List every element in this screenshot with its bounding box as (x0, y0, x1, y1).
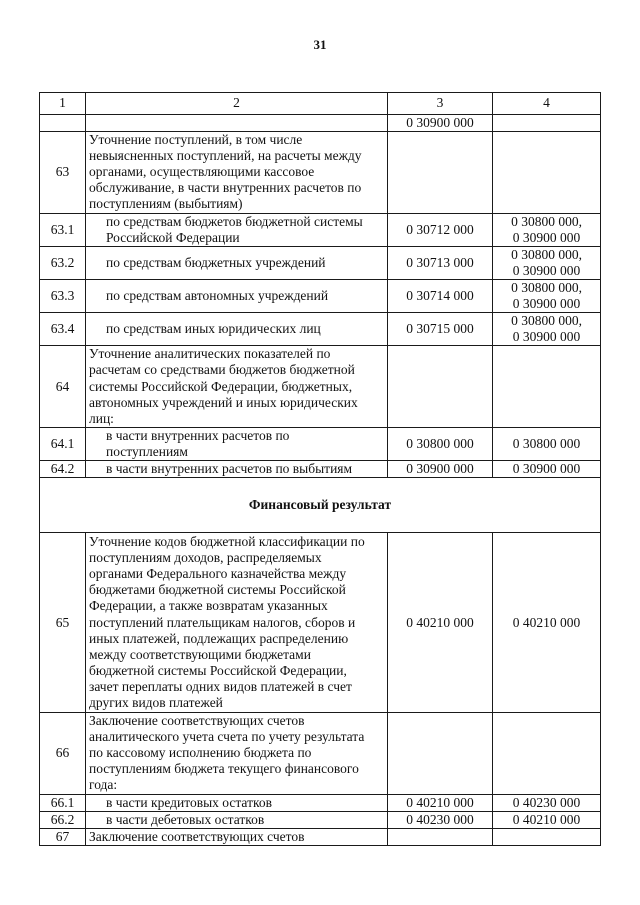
account-code-col3 (388, 246, 493, 279)
account-code: 0 30900 000 (406, 460, 474, 476)
row-description (86, 460, 388, 477)
account-code-col4 (493, 794, 601, 811)
description-line: аналитического учета счета по учету результата (89, 729, 365, 745)
table-row (40, 460, 601, 477)
account-code: 0 30800 000, (511, 279, 582, 295)
table-row (40, 794, 601, 811)
table-row (40, 713, 601, 794)
description-line: органами, осуществляющими кассовое (89, 164, 315, 180)
row-description (86, 794, 388, 811)
description-line: в части внутренних расчетов по выбытиям (106, 460, 353, 476)
account-code-col4 (493, 279, 601, 312)
account-code: 0 40210 000 (406, 614, 474, 630)
row-number: 66.2 (40, 811, 86, 828)
account-code: 0 40210 000 (406, 794, 474, 810)
row-description (86, 713, 388, 794)
account-code: 0 30713 000 (406, 254, 474, 270)
account-code: 0 30714 000 (406, 287, 474, 303)
account-code: 0 30715 000 (406, 321, 474, 337)
row-description (86, 533, 388, 713)
account-code-col4 (493, 115, 601, 132)
description-line: иных платежей, подлежащих распределению (89, 630, 349, 646)
table-row (40, 213, 601, 246)
description-line: в части кредитовых остатков (106, 794, 272, 810)
account-code: 0 30800 000, (511, 213, 582, 229)
table-row (40, 115, 601, 132)
description-line: Заключение соответствующих счетов (89, 828, 305, 844)
header-col-2: 2 (86, 93, 388, 115)
description-line: расчетам со средствами бюджетов бюджетной (89, 362, 355, 378)
row-description (86, 279, 388, 312)
account-code-col4 (493, 460, 601, 477)
description-line: по средствам иных юридических лиц (106, 321, 321, 337)
table-row (40, 279, 601, 312)
account-code-col3 (388, 213, 493, 246)
description-line: по средствам бюджетных учреждений (106, 254, 326, 270)
row-description (86, 246, 388, 279)
description-line: Заключение соответствующих счетов (89, 713, 305, 729)
description-line: поступлений плательщикам налогов, сборов и (89, 614, 356, 630)
account-code: 0 30800 000 (512, 435, 581, 451)
description-line: зачет переплаты одних видов платежей в счет (89, 678, 352, 694)
account-code-col3 (388, 132, 493, 213)
row-number: 64 (40, 346, 86, 427)
table-header-row (40, 93, 601, 115)
accounts-table (39, 92, 601, 846)
description-line: Уточнение кодов бюджетной классификации по (89, 534, 365, 550)
account-code: 0 30712 000 (406, 221, 474, 237)
account-code-col4 (493, 533, 601, 713)
account-code: 0 40210 000 (512, 614, 581, 630)
account-code-col3 (388, 713, 493, 794)
row-number: 63 (40, 132, 86, 213)
description-line: по средствам бюджетов бюджетной системы (106, 213, 363, 229)
row-number: 64.1 (40, 427, 86, 460)
account-code-col3 (388, 279, 493, 312)
table-row (40, 427, 601, 460)
row-number: 63.1 (40, 213, 86, 246)
row-number: 63.3 (40, 279, 86, 312)
table-row (40, 533, 601, 713)
row-number: 64.2 (40, 460, 86, 477)
description-line: обслуживание, в части внутренних расчетов по (89, 180, 362, 196)
row-description (86, 115, 388, 132)
table-row (40, 346, 601, 427)
description-line: года: (89, 777, 118, 793)
account-code: 0 30900 000 (512, 262, 581, 278)
account-code-col3 (388, 313, 493, 346)
description-line: Уточнение аналитических показателей по (89, 346, 331, 362)
row-number (40, 115, 86, 132)
account-code-col4 (493, 828, 601, 845)
description-line: невыясненных поступлений, на расчеты между (89, 148, 362, 164)
description-line: поступлениям доходов, распределяемых (89, 550, 322, 566)
description-line: в части внутренних расчетов по (106, 427, 290, 443)
account-code-col3 (388, 427, 493, 460)
row-description (86, 346, 388, 427)
description-line: между соответствующими бюджетами (89, 646, 311, 662)
account-code: 0 30900 000 (512, 296, 581, 312)
account-code: 0 30800 000, (511, 246, 582, 262)
account-code-col3 (388, 346, 493, 427)
account-code-col3 (388, 828, 493, 845)
account-code-col3 (388, 460, 493, 477)
description-line: органами Федерального казначейства между (89, 566, 347, 582)
account-code: 0 30900 000 (512, 329, 581, 345)
account-code: 0 40230 000 (512, 794, 581, 810)
description-line: в части дебетовых остатков (106, 811, 265, 827)
section-row (40, 478, 601, 533)
row-description (86, 313, 388, 346)
row-description (86, 811, 388, 828)
row-description (86, 132, 388, 213)
account-code-col4 (493, 132, 601, 213)
account-code: 0 30900 000 (512, 229, 581, 245)
account-code-col4 (493, 213, 601, 246)
table-row (40, 828, 601, 845)
account-code-col3 (388, 115, 493, 132)
description-line: Российской Федерации (106, 229, 240, 245)
row-number: 66 (40, 713, 86, 794)
row-number: 65 (40, 533, 86, 713)
account-code-col4 (493, 246, 601, 279)
header-col-1: 1 (40, 93, 86, 115)
row-number: 67 (40, 828, 86, 845)
description-line: лиц: (89, 410, 114, 426)
account-code-col3 (388, 811, 493, 828)
description-line: по кассовому исполнению бюджета по (89, 745, 312, 761)
row-description (86, 213, 388, 246)
description-line: по средствам автономных учреждений (106, 287, 329, 303)
header-col-3: 3 (388, 93, 493, 115)
row-number: 63.4 (40, 313, 86, 346)
account-code: 0 30800 000 (406, 435, 474, 451)
description-line: поступлениям бюджета текущего финансового (89, 761, 359, 777)
row-description (86, 427, 388, 460)
table-row (40, 313, 601, 346)
account-code: 0 30800 000, (511, 313, 582, 329)
description-line: автономных учреждений и иных юридических (89, 394, 358, 410)
page-number: 31 (313, 37, 327, 52)
header-col-4: 4 (493, 93, 601, 115)
account-code-col4 (493, 427, 601, 460)
table-row (40, 246, 601, 279)
description-line: бюджетной системы Российской Федерации, (89, 662, 347, 678)
account-code: 0 30900 000 (512, 460, 581, 476)
account-code-col3 (388, 794, 493, 811)
row-number: 66.1 (40, 794, 86, 811)
row-number: 63.2 (40, 246, 86, 279)
account-code-col4 (493, 713, 601, 794)
table-row (40, 132, 601, 213)
description-line: Уточнение поступлений, в том числе (89, 132, 303, 148)
description-line: поступлениям (106, 443, 188, 459)
account-code-col4 (493, 811, 601, 828)
description-line: системы Российской Федерации, бюджетных, (89, 378, 353, 394)
description-line: Федерации, а также возвратам указанных (89, 598, 328, 614)
account-code: 0 40210 000 (512, 811, 581, 827)
description-line: бюджетами бюджетной системы Российской (89, 582, 346, 598)
table-row (40, 811, 601, 828)
account-code: 0 30900 000 (406, 115, 474, 130)
section-title: Финансовый результат (40, 478, 601, 533)
account-code-col4 (493, 346, 601, 427)
account-code-col3 (388, 533, 493, 713)
account-code-col4 (493, 313, 601, 346)
row-description (86, 828, 388, 845)
description-line: поступлениям (выбытиям) (89, 196, 243, 212)
account-code: 0 40230 000 (406, 811, 474, 827)
description-line: других видов платежей (89, 694, 223, 710)
